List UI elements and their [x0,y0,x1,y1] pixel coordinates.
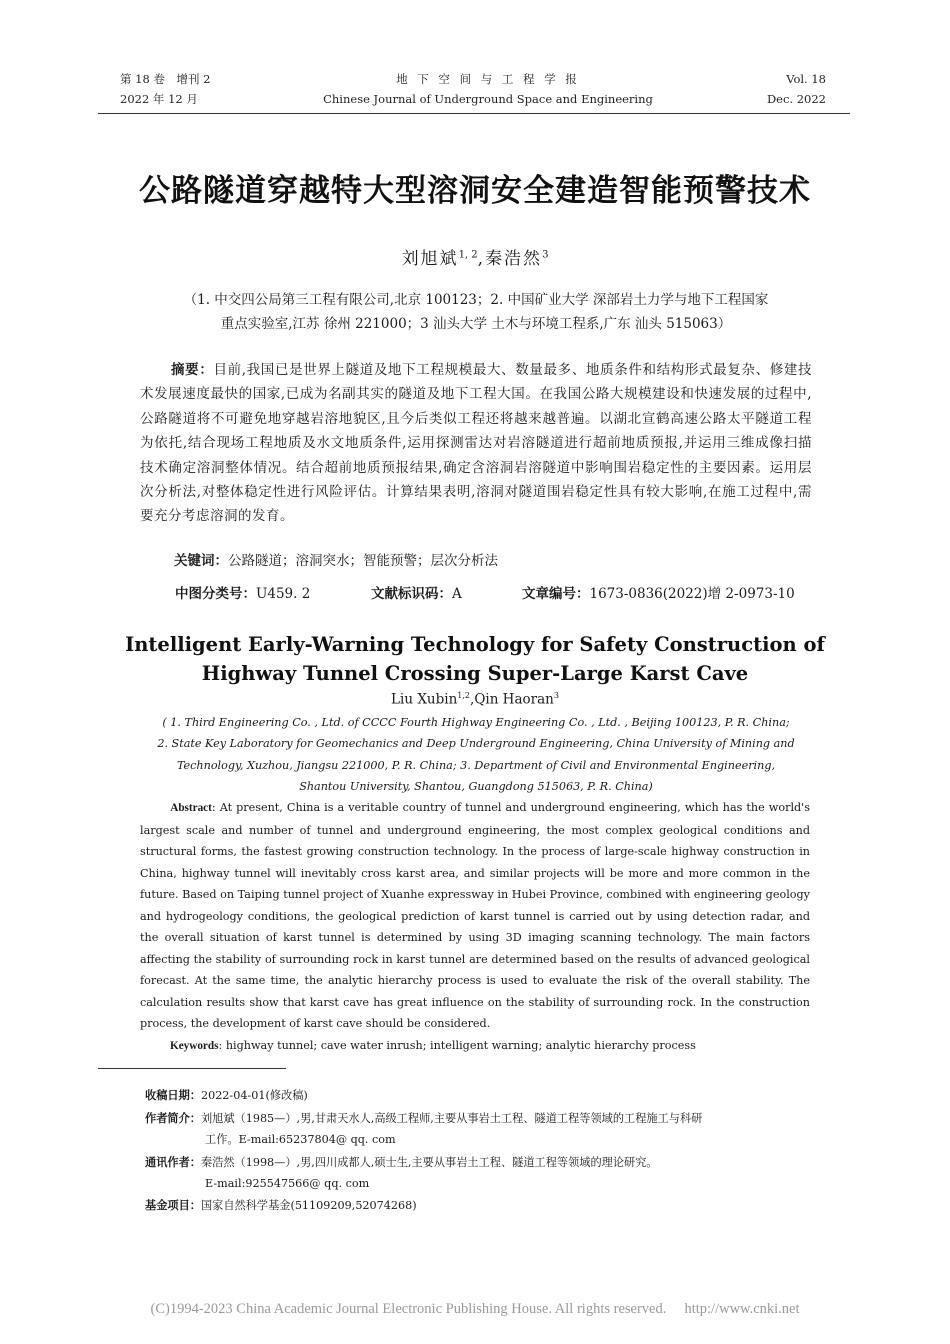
keywords-en [170,1036,810,1056]
funding-value: 国家自然科学基金(51109209,52074268) [200,1199,417,1212]
funding-label: 基金项目： [145,1199,201,1212]
article-number-label: 文章编号： [522,586,590,602]
author-separator: , [477,249,486,269]
journal-name-zh: 地 下 空 间 与 工 程 学 报 [396,72,580,86]
header-date: 2022 年 12 月 [120,92,198,106]
corresponding-author-line-1: 秦浩然（1998—）,男,四川成都人,硕士生,主要从事岩土工程、隧道工程等领域的理论研究。 [200,1156,658,1169]
affiliation-en-line-3: Technology, Xuzhou, Jiangsu 221000, P. R. China; 3. Department of Civil and Environmental Engineering, [176,758,776,772]
affiliations-zh [118,288,834,336]
affiliation-en-line-1: ( 1. Third Engineering Co. , Ltd. of CCCC Fourth Highway Engineering Co. , Ltd. , Beijing 100123, P. R. China; [162,716,790,729]
header-journal-name [300,69,676,109]
author-1-name-en: Liu Xubin [391,691,458,708]
keywords-en-text: highway tunnel; cave water inrush; intelligent warning; analytic hierarchy process [225,1039,696,1052]
affiliation-zh-line-1: （1. 中交四公局第三工程有限公司,北京 100123；2. 中国矿业大学 深部岩土力学与地下工程国家 [183,292,769,308]
keywords-zh [174,551,814,571]
affiliation-en-line-2: 2. State Key Laboratory for Geomechanics and Deep Underground Engineering, China University of Mining and [157,737,795,751]
page-title-zh: 公路隧道穿越特大型溶洞安全建造智能预警技术 [139,173,811,209]
author-2-affil-ref-en: 3 [553,691,559,700]
footnote-divider [98,1068,286,1069]
clc-label: 中图分类号： [175,586,256,602]
author-2-name: 秦浩然 [485,249,543,269]
header-date-en: Dec. 2022 [766,92,826,106]
author-bio-label: 作者简介： [145,1112,201,1125]
header-volume-info [120,69,270,109]
copyright-notice: (C)1994-2023 China Academic Journal Electronic Publishing House. All rights reserved. http://www.cnki.net [150,1301,800,1317]
affiliations-en [140,712,812,797]
clc-value: U459. 2 [256,586,311,602]
author-1-name: 刘旭斌 [401,249,459,269]
header-volume-info-en [700,69,826,109]
header-volume-issue: 第 18 卷 增刊 2 [120,72,211,86]
authors-en [100,691,850,708]
author-1-affil-ref-en: 1,2 [457,691,471,700]
author-bio-line-2: 工作。E-mail:65237804@ qq. com [205,1133,396,1146]
author-bio-line-1: 刘旭斌（1985—）,男,甘肃天水人,高级工程师,主要从事岩土工程、隧道工程等领域的工程施工与科研 [200,1112,703,1125]
abstract-zh-label: 摘要： [171,362,214,378]
header-volume-en: Vol. 18 [786,72,826,86]
article-number [522,584,795,604]
keywords-zh-text: 公路隧道；溶洞突水；智能预警；层次分析法 [228,553,498,569]
author-bio [145,1109,865,1130]
doc-code-label: 文献标识码： [371,586,452,602]
author-2-name-en: Qin Haoran [474,691,554,708]
journal-name-en: Chinese Journal of Underground Space and Engineering [323,92,653,106]
keywords-en-label: Keywords [170,1040,219,1052]
abstract-en-text: At present, China is a veritable country of tunnel and underground engineering, which has the world's largest scale and number of tunnel and underground engineering, the most complex geological conditions and structural forms, the fastest growing construction technology. In the process of large-scale highway construction in China, highway tunnel will inevitably cross karst area, and similar projects will be more and more common in the future. Based on Taiping tunnel project of Xuanhe expressway in Hubei Province, combined with engineering geology and hydrogeology conditions, the geological prediction of karst tunnel is carried out by using detection radar, and the overall situation of karst tunnel is determined by using 3D imaging scanning technology. The main factors affecting the stability of surrounding rock in karst tunnel are determined based on the results of advanced geological forecast. At the same time, the analytic hierarchy process is used to evaluate the risk of the overall stability. The calculation results show that karst cave has great influence on the stability of surrounding rock. In the construction process, the development of karst cave should be considered. [140,801,810,1030]
page-title-en [100,630,850,688]
author-separator-en: , [470,691,475,708]
authors-zh [100,244,850,269]
corresponding-author-line-2: E-mail:925547566@ qq. com [205,1177,370,1190]
received-date-value: 2022-04-01(修改稿) [200,1089,308,1102]
affiliation-zh-line-2: 重点实验室,江苏 徐州 221000；3 汕头大学 土木与环境工程系,广东 汕头 515063） [220,316,732,332]
abstract-en-label: Abstract [170,802,212,814]
corresponding-author [145,1153,865,1174]
article-number-value: 1673-0836(2022)增 2-0973-10 [589,586,795,602]
funding [145,1196,865,1217]
doc-code-value: A [452,586,462,602]
affiliation-en-line-4: Shantou University, Shantou, Guangdong 515063, P. R. China) [299,779,653,793]
clc-number [175,584,310,604]
author-2-affil-ref: 3 [542,249,549,261]
title-en-line-2: Highway Tunnel Crossing Super-Large Karst Cave [201,662,749,685]
abstract-en-colon: : [211,801,220,814]
received-date [145,1086,865,1107]
received-date-label: 收稿日期： [145,1089,201,1102]
keywords-zh-label: 关键词： [174,553,228,569]
corresponding-author-label: 通讯作者： [145,1156,201,1169]
title-en-line-1: Intelligent Early-Warning Technology for Safety Construction of [125,633,825,656]
document-code [371,584,462,604]
abstract-en [140,797,810,1035]
abstract-zh-text: 目前,我国已是世界上隧道及地下工程规模最大、数量最多、地质条件和结构形式最复杂、修建技术发展速度最快的国家,已成为名副其实的隧道及地下工程大国。在我国公路大规模建设和快速发展的过程中,公路隧道将不可避免地穿越岩溶地貌区,且今后类似工程还将越来越普遍。以湖北宣鹤高速公路太平隧道工程为依托,结合现场工程地质及水文地质条件,运用探测雷达对岩溶隧道进行超前地质预报,并运用三维成像扫描技术确定溶洞整体情况。结合超前地质预报结果,确定含溶洞岩溶隧道中影响围岩稳定性的主要因素。运用层次分析法,对整体稳定性进行风险评估。计算结果表明,溶洞对隧道围岩稳定性具有较大影响,在施工过程中,需要充分考虑溶洞的发育。 [140,362,813,525]
keywords-en-colon: : [218,1039,226,1052]
author-1-affil-ref: 1, 2 [458,249,478,261]
abstract-zh [140,358,812,529]
header-divider [98,113,850,114]
